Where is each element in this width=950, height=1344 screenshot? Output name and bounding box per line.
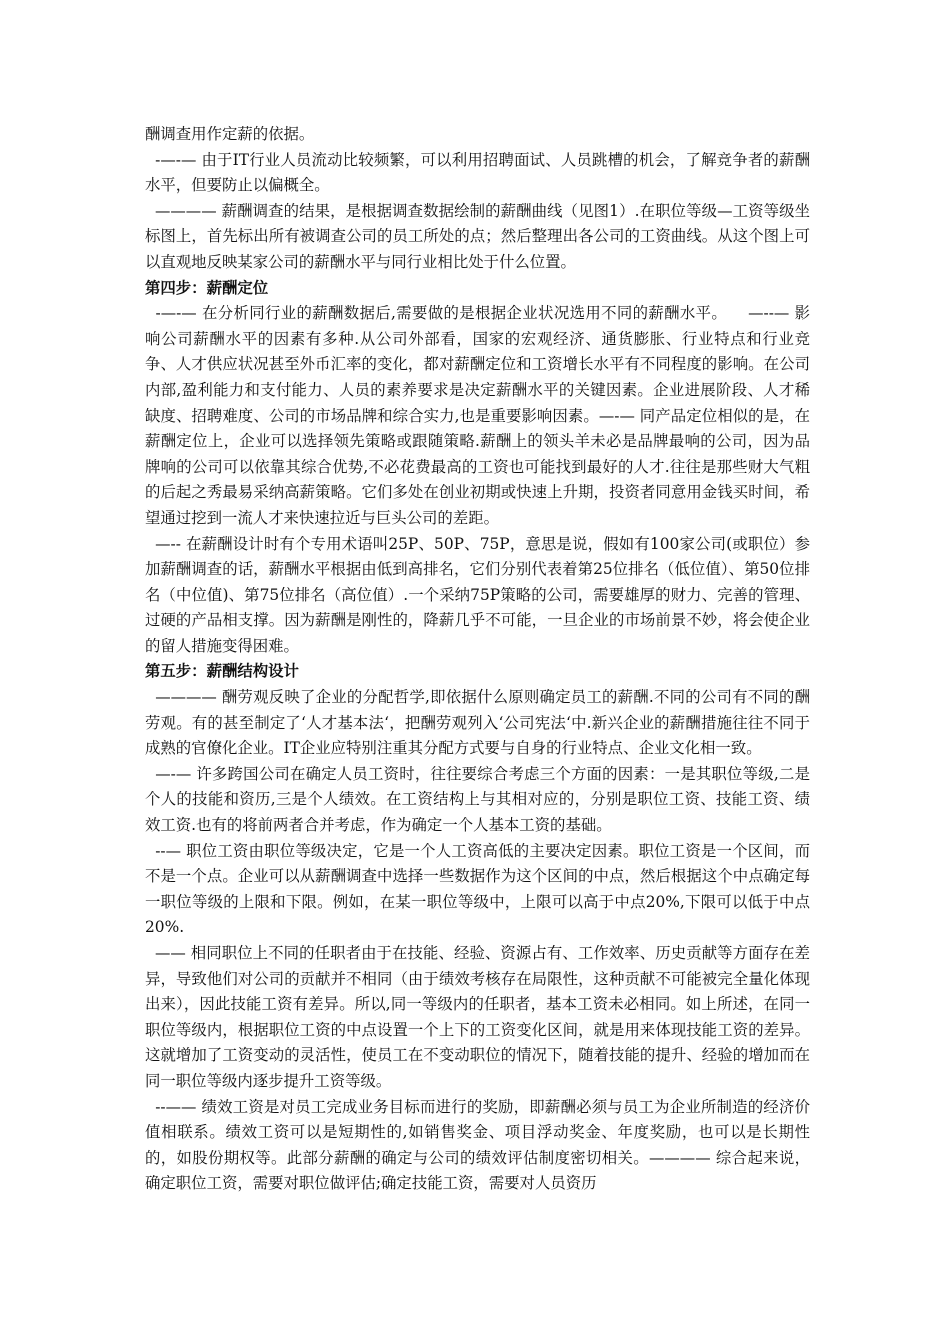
paragraph: ———— 酬劳观反映了企业的分配哲学,即依据什么原则确定员工的薪酬.不同的公司有不同的酬劳观。有的甚至制定了‘人才基本法‘，把酬劳观列入‘公司宪法‘中.新兴企业的薪酬措施往往不同于成熟的官僚化企业。IT企业应特别注重其分配方式要与自身的行业特点、企业文化相一致。	[145, 688, 810, 758]
paragraph: --— 职位工资由职位等级决定，它是一个人工资高低的主要决定因素。职位工资是一个区间，而不是一个点。企业可以从薪酬调查中选择一些数据作为这个区间的中点，然后根据这个中点确定每一职位等级的上限和下限。例如，在某一职位等级中，上限可以高于中点20%,下限可以低于中点20%.	[145, 841, 810, 937]
section-heading-step5: 第五步：薪酬结构设计	[145, 662, 299, 681]
paragraph: --—— 绩效工资是对员工完成业务目标而进行的奖励，即薪酬必须与员工为企业所制造的经济价值相联系。绩效工资可以是短期性的,如销售奖金、项目浮动奖金、年度奖励，也可以是长期性的，如股份期权等。此部分薪酬的确定与公司的绩效评估制度密切相关。———— 综合起来说，确定职位工资，需要对职位做评估;确定技能工资，需要对人员资历	[145, 1097, 810, 1193]
paragraph: -—-— 在分析同行业的薪酬数据后,需要做的是根据企业状况选用不同的薪酬水平。 —--— 影响公司薪酬水平的因素有多种.从公司外部看，国家的宏观经济、通货膨胀、行业特点和行业竞争、人才供应状况甚至外币汇率的变化，都对薪酬定位和工资增长水平有不同程度的影响。在公司内部,盈利能力和支付能力、人员的素养要求是决定薪酬水平的关键因素。企业进展阶段、人才稀缺度、招聘难度、公司的市场品牌和综合实力,也是重要影响因素。—-— 同产品定位相似的是，在薪酬定位上，企业可以选择领先策略或跟随策略.薪酬上的领头羊未必是品牌最响的公司，因为品牌响的公司可以依靠其综合优势,不必花费最高的工资也可能找到最好的人才.往往是那些财大气粗的后起之秀最易采纳高薪策略。它们多处在创业初期或快速上升期，投资者同意用金钱买时间，希望通过挖到一流人才来快速拉近与巨头公司的差距。	[145, 304, 810, 527]
section-heading-step4: 第四步：薪酬定位	[145, 278, 269, 297]
paragraph: 酬调查用作定薪的依据。	[145, 125, 315, 143]
paragraph: -—-— 由于IT行业人员流动比较频繁，可以利用招聘面试、人员跳槽的机会，了解竞争者的薪酬水平，但要防止以偏概全。	[145, 150, 810, 195]
document-page	[145, 122, 810, 1197]
paragraph: —-— 许多跨国公司在确定人员工资时，往往要综合考虑三个方面的因素：一是其职位等级,二是个人的技能和资历,三是个人绩效。在工资结构上与其相对应的，分别是职位工资、技能工资、绩效工资.也有的将前两者合并考虑，作为确定一个人基本工资的基础。	[145, 764, 810, 835]
paragraph: ———— 薪酬调查的结果，是根据调查数据绘制的薪酬曲线（见图1）.在职位等级—工资等级坐标图上，首先标出所有被调查公司的员工所处的点；然后整理出各公司的工资曲线。从这个图上可以直观地反映某家公司的薪酬水平与同行业相比处于什么位置。	[145, 201, 810, 271]
paragraph: —-- 在薪酬设计时有个专用术语叫25P、50P、75P，意思是说，假如有100家公司(或职位）参加薪酬调查的话，薪酬水平根据由低到高排名，它们分别代表着第25位排名（低位值）、第50位排名（中位值)、第75位排名（高位值）.一个采纳75P策略的公司，需要雄厚的财力、完善的管理、过硬的产品相支撑。因为薪酬是刚性的，降薪几乎不可能，一旦企业的市场前景不妙，将会使企业的留人措施变得困难。	[145, 534, 810, 655]
paragraph: —— 相同职位上不同的任职者由于在技能、经验、资源占有、工作效率、历史贡献等方面存在差异，导致他们对公司的贡献并不相同（由于绩效考核存在局限性，这种贡献不可能被完全量化体现出来），因此技能工资有差异。所以,同一等级内的任职者，基本工资未必相同。如上所述，在同一职位等级内，根据职位工资的中点设置一个上下的工资变化区间，就是用来体现技能工资的差异。这就增加了工资变动的灵活性，使员工在不变动职位的情况下，随着技能的提升、经验的增加而在同一职位等级内逐步提升工资等级。	[145, 944, 810, 1090]
